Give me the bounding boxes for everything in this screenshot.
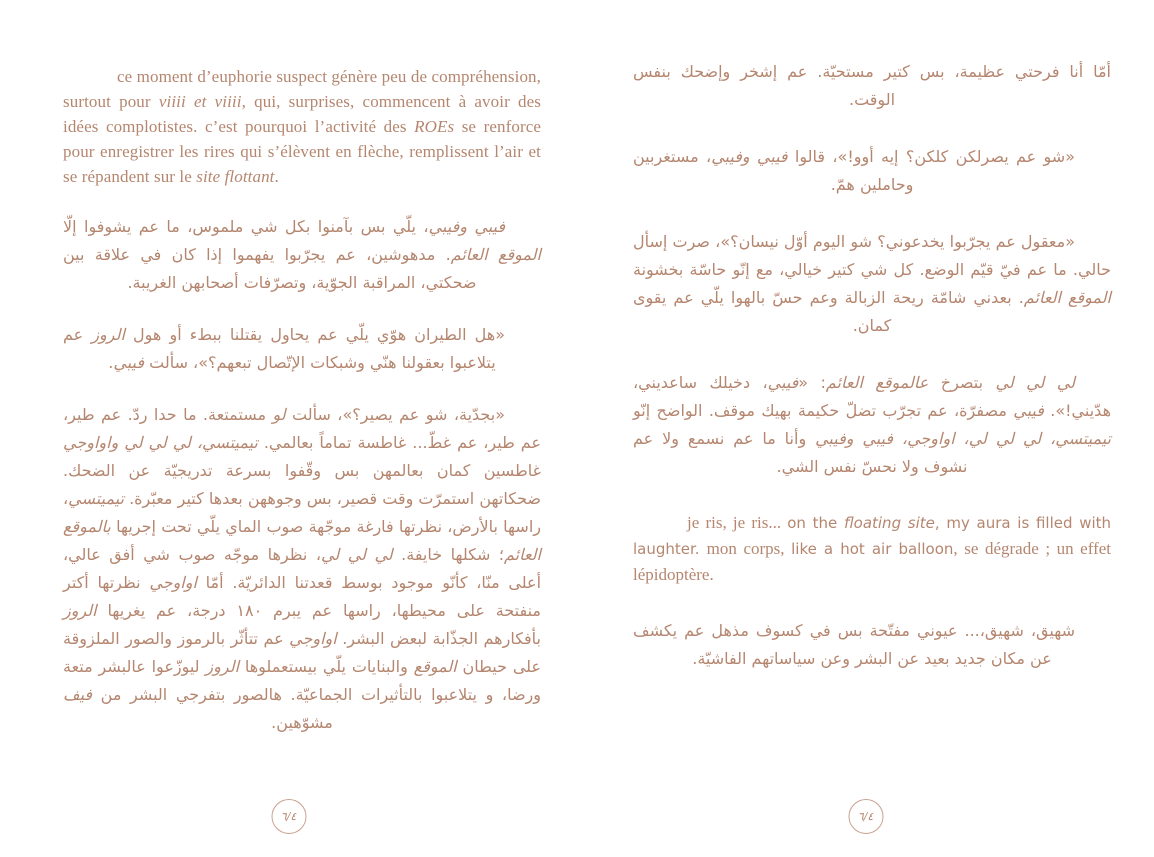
text-segment: . مدهوشين، عم يجرّبوا يفهموا إذا كان في علاقة بين ضحكتي، المراقبة الجوّية، وتصرّفات أصحابهن الغريبة. [63,245,477,292]
text-segment: غاطسين كمان بعالمهن بس وقّفوا بسرعة تدريجيّة عن الضحك. ضحكاتهن استمرّت وقت قصير، بس وجوههن بعدها كتير معبّرة. [63,461,541,508]
text-segment: الموقع [413,657,457,676]
text-segment: ROEs [414,117,455,136]
text-segment: بالموقع العائم [63,517,541,564]
text-segment: اواوجي [149,573,197,592]
text-segment: viiii et viiii [158,92,242,111]
text-segment: بأفكارهم الجذّابة لبعض البشر. [336,629,542,648]
text-segment: بتصرخ [928,373,996,392]
paragraph-french-english [633,510,1111,588]
text-segment: الموقع العائم [450,245,541,264]
paragraph-arabic-3 [63,401,541,737]
page-number-stamp-left [271,799,306,834]
text-segment: تيميتسي، لي لي لي، اواوجي، فيبي وفيبي [815,429,1111,448]
text-segment: فيبي وفيبي [711,147,788,166]
text-segment: عالموقع العائم [825,373,929,392]
page-number-right: ٦/٤ [857,810,874,823]
text-segment: ، راسها بالأرض، نظرتها فارغة موجّهة صوب الماي يلّي تحت إجريها [63,489,541,536]
text-segment: مصفرّة، عم تجرّب تضلّ حكيمة بهيك موقف. الواضح إنّو [633,401,1014,420]
text-segment: والبنايات يلّي بيستعملوها [239,657,414,676]
text-segment: شهيق، شهيق،... عيوني مفتّحة بس في كسوف مذهل عم يكشف عن مكان جديد بعيد عن البشر وعن سياساتهم الفاشيّة. [633,621,1075,668]
paragraph-french-intro [63,64,541,189]
right-page-text-block [633,58,1111,702]
text-segment: «هل الطيران هوّي يلّي عم يحاول يقتلنا ببطء أو هول [124,325,506,344]
text-segment: se renforce pour enregistrer les rires qui s’élèvent en flèche, remplissent l’air et se répandent sur le [63,117,542,186]
paragraph-arabic-2 [63,321,541,377]
text-segment: ، يلّي بس بآمنوا بكل شي ملموس، ما عم يشوفوا إلّا [63,217,429,236]
text-segment: : « [798,373,826,392]
text-segment: تيميتسي [68,489,124,508]
text-segment: , se dégrade ; un effet lépidoptère. [633,539,1112,584]
text-segment: الروز [91,325,125,344]
text-segment: مستمتعة. ما حدا ردّ. عم طير، عم طير، عم غطّ... غاطسة تماماً بعالمي. [63,405,541,452]
text-segment: . بعدني شامّة ريحة الزبالة وعم حسّ بالهوا يلّي عم يقوى كمان. [633,288,1024,335]
text-segment: وأنا ما عم نسمع ولا عم نشوف ولا نحسّ نفس الشي. [633,429,968,476]
text-segment: فيبي وفيبي [428,217,506,236]
paragraph-arabic-7 [633,369,1111,481]
text-segment: site flottant [196,167,275,186]
text-segment: . [108,353,114,372]
text-segment: «بجدّية، شو عم يصير؟»، سألت [285,405,505,424]
text-segment: أمّا أنا فرحتي عظيمة، بس كتير مستحيّة. عم إشخر وإضحك بنفس الوقت. [633,62,1111,109]
text-segment: . [274,167,279,186]
text-segment: لو [272,405,286,424]
text-segment: لي لي لي [321,545,393,564]
text-segment: ce moment d’euphorie suspect génère peu de compréhension, surtout pour [63,67,541,111]
paragraph-arabic-5 [633,143,1111,199]
text-segment: ، دخيلك ساعديني، هدّيني!». [633,373,1112,420]
text-segment: «شو عم يصرلكن كلكن؟ إيه أوو!»، قالوا [787,147,1075,166]
right-page [577,0,1154,857]
text-segment: , my aura is filled with laughter. [633,514,1112,558]
text-segment: لي لي لي [995,373,1075,392]
paragraph-arabic-8 [633,617,1111,673]
paragraph-arabic-4 [633,58,1111,114]
text-segment: مشوّهين. [271,713,333,732]
text-segment: «معقول عم يجرّبوا يخدعوني؟ شو اليوم أوّل نيسان؟»، صرت إسأل حالي. ما عم فيّ قيّم الوضع. كل شي كتير خيالي، مع إنّو حاسّة بخشونة [633,232,1111,279]
text-segment: like a hot air balloon [791,540,954,558]
text-segment: فيبي [1013,401,1044,420]
text-segment: الروز [63,601,97,620]
text-segment: ، نظرها موجّه صوب شي أفق عالي، أعلى منّا، كأنّو موجود بوسط قعدتنا الدائريّة. أمّا [63,545,542,592]
text-segment: عم يتلاعبوا بعقولنا هنّي وشبكات الإتّصال تبعهم؟»، سألت [63,325,496,372]
text-segment: نظرتها أكتر منفتحة على محيطها، راسها عم يبرم ١٨٠ درجة، عم يغريها [63,573,541,620]
text-segment: , qui, surprises, commencent à avoir des idées complotistes. c’est pourquoi l’activité des [63,92,541,136]
text-segment: تيميتسي، لي لي لي واواوجي [63,433,258,452]
text-segment: الموقع العائم [1023,288,1111,307]
text-segment: mon corps, [706,539,792,558]
text-segment: on the [787,514,844,532]
text-segment: الروز [205,657,240,676]
paragraph-arabic-1 [63,213,541,297]
text-segment: فيبي [767,373,799,392]
text-segment: فيف [63,685,93,704]
text-segment: je ris, je ris... [687,513,788,532]
text-segment: ؛ شكلها خايفة. [392,545,504,564]
text-segment: عم تتأثّر بالرموز والصور الملزوقة على حيطان [63,629,542,676]
paragraph-arabic-6 [633,228,1111,340]
text-segment: ، مستغربين وحاملين همّ. [633,147,914,194]
text-segment: اواوجي [289,629,337,648]
page-number-stamp-right [848,799,883,834]
text-segment: ليوزّعوا عالبشر متعة ورضا، و يتلاعبوا بالتأثيرات الجماعيّة. هالصور بتفرجي البشر من [63,657,541,704]
page-number-left: ٦/٤ [280,810,297,823]
text-segment: floating site [843,514,935,532]
left-page-text-block [63,64,541,761]
text-segment: فيبي [113,353,145,372]
